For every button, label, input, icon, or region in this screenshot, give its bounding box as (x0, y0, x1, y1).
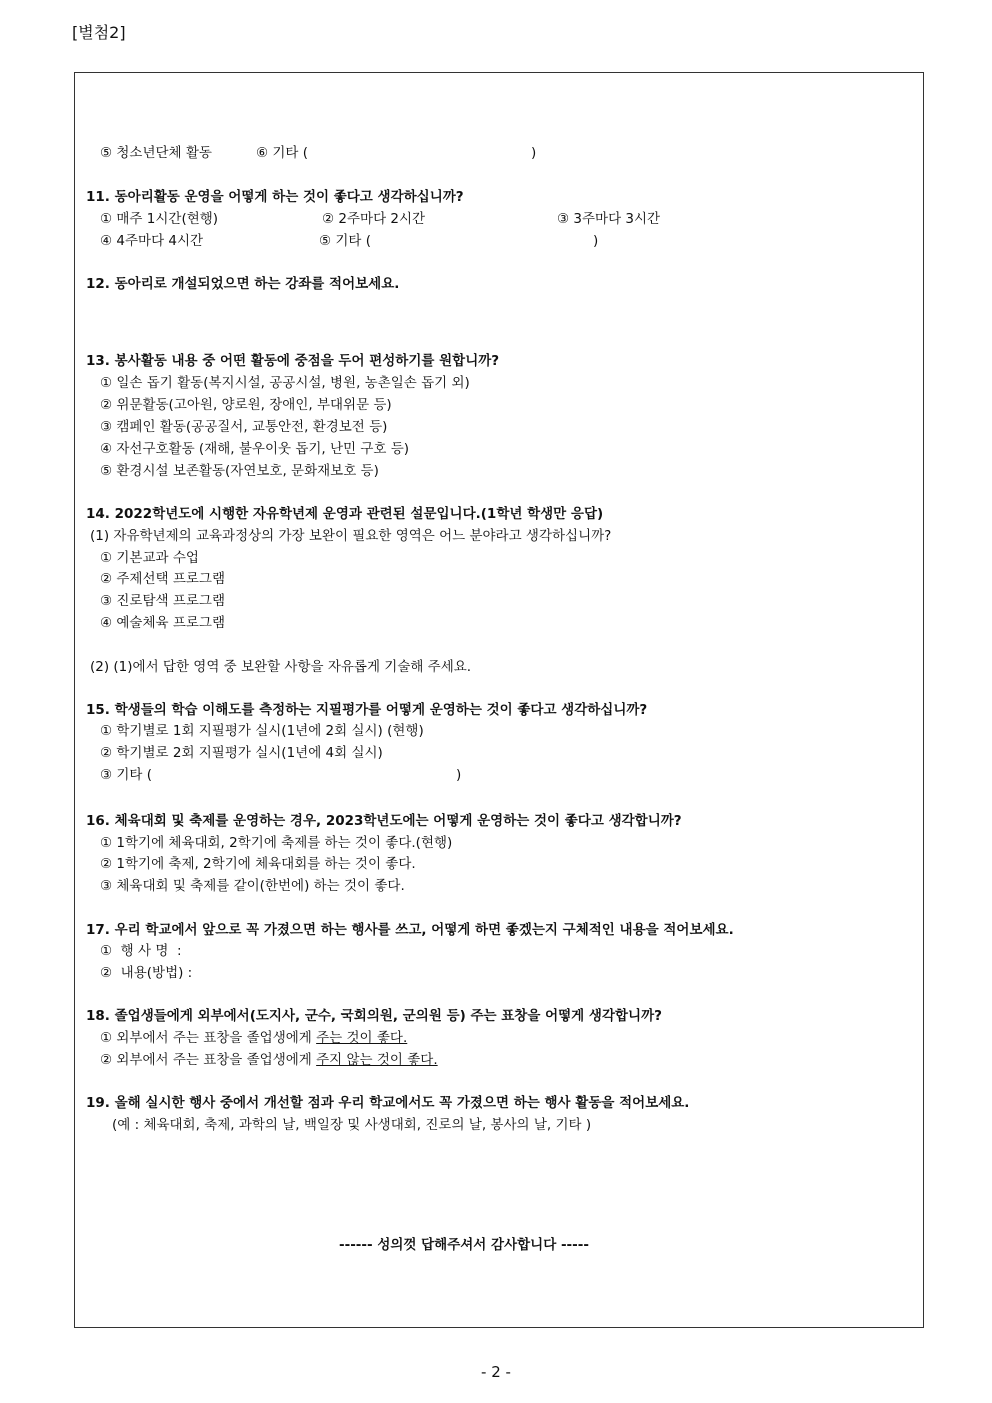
q16-option-3: ③ 체육대회 및 축제를 같이(한번에) 하는 것이 좋다. (100, 878, 405, 894)
q11-option-1: ① 매주 1시간(현행) (100, 211, 219, 227)
page-number: - 2 - (481, 1363, 511, 1381)
q14-option-2: ② 주제선택 프로그램 (100, 571, 226, 587)
q15-title: 15. 학생들의 학습 이해도를 측정하는 지필평가를 어떻게 운영하는 것이 좋다고 생각하십니까? (86, 702, 648, 718)
q13-title: 13. 봉사활동 내용 중 어떤 활동에 중점을 두어 편성하기를 원합니까? (86, 353, 500, 369)
q19-title: 19. 올해 실시한 행사 중에서 개선할 점과 우리 학교에서도 꼭 가졌으면 하는 행사 활동을 적어보세요. (86, 1095, 690, 1111)
q18-title: 18. 졸업생들에게 외부에서(도지사, 군수, 국회의원, 군의원 등) 주는 표창을 어떻게 생각합니까? (86, 1008, 662, 1024)
q15-option-3-close: ) (456, 767, 462, 783)
q16-title: 16. 체육대회 및 축제를 운영하는 경우, 2023학년도에는 어떻게 운영하는 것이 좋다고 생각합니까? (86, 813, 682, 829)
q13-option-1: ① 일손 돕기 활동(복지시설, 공공시설, 병원, 농촌일손 돕기 외) (100, 375, 470, 391)
q11-title: 11. 동아리활동 운영을 어떻게 하는 것이 좋다고 생각하십니까? (86, 189, 464, 205)
q13-option-3: ③ 캠페인 활동(공공질서, 교통안전, 환경보전 등) (100, 419, 388, 435)
q15-option-2: ② 학기별로 2회 지필평가 실시(1년에 4회 실시) (100, 745, 383, 761)
q10-option-6-close: ) (531, 145, 537, 161)
q11-option-4: ④ 4주마다 4시간 (100, 233, 204, 249)
closing-message: ------ 성의껏 답해주셔서 감사합니다 ----- (339, 1237, 589, 1253)
q14-title: 14. 2022학년도에 시행한 자유학년제 운영과 관련된 설문입니다.(1학년 학생만 응답) (86, 506, 604, 522)
q16-option-1: ① 1학기에 체육대회, 2학기에 축제를 하는 것이 좋다.(현행) (100, 835, 453, 851)
q17-title: 17. 우리 학교에서 앞으로 꼭 가졌으면 하는 행사를 쓰고, 어떻게 하면 좋겠는지 구체적인 내용을 적어보세요. (86, 922, 734, 938)
q18-option-2 (100, 1054, 438, 1068)
survey-frame (74, 72, 924, 1328)
q14-sub-question-2: (2) (1)에서 답한 영역 중 보완할 사항을 자유롭게 기술해 주세요. (90, 659, 472, 675)
q14-option-4: ④ 예술체육 프로그램 (100, 615, 226, 631)
q14-sub-question-1: (1) 자유학년제의 교육과정상의 가장 보완이 필요한 영역은 어느 분야라고 생각하십니까? (90, 528, 612, 544)
q17-event-content: ② 내용(방법) : (100, 965, 193, 981)
q19-example: (예 : 체육대회, 축제, 과학의 날, 백일장 및 사생대회, 진로의 날, 봉사의 날, 기타 ) (112, 1117, 592, 1133)
q10-option-5: ⑤ 청소년단체 활동 (100, 145, 212, 161)
q14-option-3: ③ 진로탐색 프로그램 (100, 593, 226, 609)
q18-option-1 (100, 1032, 407, 1046)
q14-option-1: ① 기본교과 수업 (100, 550, 199, 566)
attachment-label: [별첨2] (72, 23, 126, 42)
q11-option-2: ② 2주마다 2시간 (322, 211, 426, 227)
q17-event-name: ① 행 사 명 : (100, 943, 182, 959)
q11-option-5-close: ) (593, 233, 599, 249)
q11-option-3: ③ 3주마다 3시간 (557, 211, 661, 227)
q18-option-2-emphasis: 주지 않는 것이 좋다. (316, 1052, 438, 1068)
q13-option-2: ② 위문활동(고아원, 양로원, 장애인, 부대위문 등) (100, 397, 392, 413)
q13-option-4: ④ 자선구호활동 (재해, 불우이웃 돕기, 난민 구호 등) (100, 441, 410, 457)
q18-option-1-text: ① 외부에서 주는 표창을 졸업생에게 (100, 1030, 317, 1046)
q16-option-2: ② 1학기에 축제, 2학기에 체육대회를 하는 것이 좋다. (100, 856, 416, 872)
q15-option-3: ③ 기타 ( (100, 767, 153, 783)
q11-option-5: ⑤ 기타 ( (319, 233, 372, 249)
q18-option-1-emphasis: 주는 것이 좋다. (316, 1030, 408, 1046)
q15-option-1: ① 학기별로 1회 지필평가 실시(1년에 2회 실시) (현행) (100, 723, 424, 739)
q10-option-6: ⑥ 기타 ( (256, 145, 309, 161)
q13-option-5: ⑤ 환경시설 보존활동(자연보호, 문화재보호 등) (100, 463, 379, 479)
q18-option-2-text: ② 외부에서 주는 표창을 졸업생에게 (100, 1052, 317, 1068)
q12-title: 12. 동아리로 개설되었으면 하는 강좌를 적어보세요. (86, 276, 400, 292)
